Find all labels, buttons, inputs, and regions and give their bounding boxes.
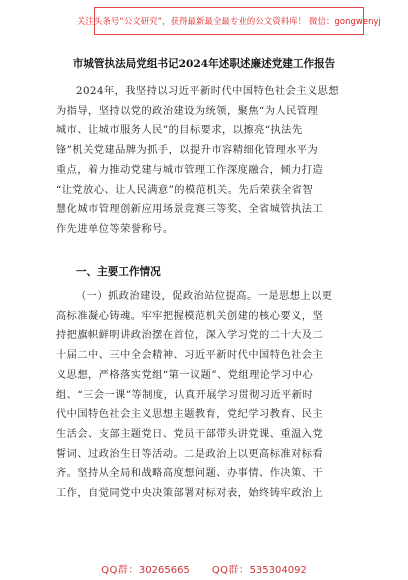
qq-group-2-number: 535304092	[249, 565, 307, 576]
intro-paragraph	[56, 82, 354, 240]
text-line: 齐。坚持从全局和战略高度想问题、办事情、作决策、干	[56, 468, 324, 480]
text-line: 工作，自觉同党中央决策部署对标对表，始终铸牢政治上	[56, 488, 324, 500]
qq-group-2	[212, 561, 307, 576]
text-line: 重点，着力推动党建与城市管理工作深度融合，倾力打造	[56, 164, 324, 176]
promo-banner	[77, 7, 381, 35]
section-heading: 一、主要工作情况	[76, 266, 161, 278]
text-line: 高标准凝心铸魂。牢牢把握模范机关创建的核心要义，坚	[56, 310, 324, 322]
text-line: 誓词、过政治生日等活动。二是政治上以更高标准对标看	[56, 448, 324, 460]
text-line: 十届二中、三中全会精神、习近平新时代中国特色社会主	[56, 350, 324, 362]
text-line: 持把旗帜鲜明讲政治摆在首位，深入学习党的二十大及二	[56, 330, 324, 342]
section-paragraph	[56, 287, 354, 504]
document-title: 市城管执法局党组书记2024年述职述廉述党建工作报告	[72, 58, 336, 70]
qq-group-1-number: 30265665	[138, 565, 190, 576]
promo-banner-text: 关注头条号“公文研究”，获得最新最全最专业的公文资料库！ 微信：gongwenyj	[77, 16, 381, 26]
footer-contact	[0, 561, 408, 576]
text-line: 义思想，严格落实党组“第一议题”、党组理论学习中心	[56, 369, 314, 381]
text-line: 2024年，我坚持以习近平新时代中国特色社会主义思想	[76, 86, 340, 97]
qq-group-2-label: QQ群：	[211, 565, 250, 576]
text-line: 生活会、支部主题党日、党员干部带头讲党课、重温入党	[56, 428, 324, 440]
text-line: 代中国特色社会主义思想主题教育，党纪学习教育、民主	[56, 409, 324, 421]
text-line: 组、“三会一课”等制度，认真开展学习贯彻习近平新时	[56, 389, 314, 401]
text-line: 慧化城市管理创新应用场景竞赛三等奖、全省城管执法工	[56, 204, 324, 216]
qq-group-1-label: QQ群：	[101, 565, 139, 576]
text-line: “让党放心、让人民满意”的模范机关。先后荣获全省智	[56, 184, 314, 196]
text-line: （一）抓政治建设，促政治站位提高。一是思想上以更	[76, 291, 333, 302]
text-line: 城市、让城市服务人民”的目标要求，以擦亮“执法先	[56, 125, 303, 137]
qq-group-1	[101, 561, 190, 576]
text-line: 作先进单位等荣誉称号。	[56, 223, 174, 235]
text-line: 为指导，坚持以党的政治建设为统领，聚焦“为人民管理	[56, 105, 319, 117]
text-line: 锋”机关党建品牌为抓手，以提升市容精细化管理水平为	[56, 145, 319, 157]
